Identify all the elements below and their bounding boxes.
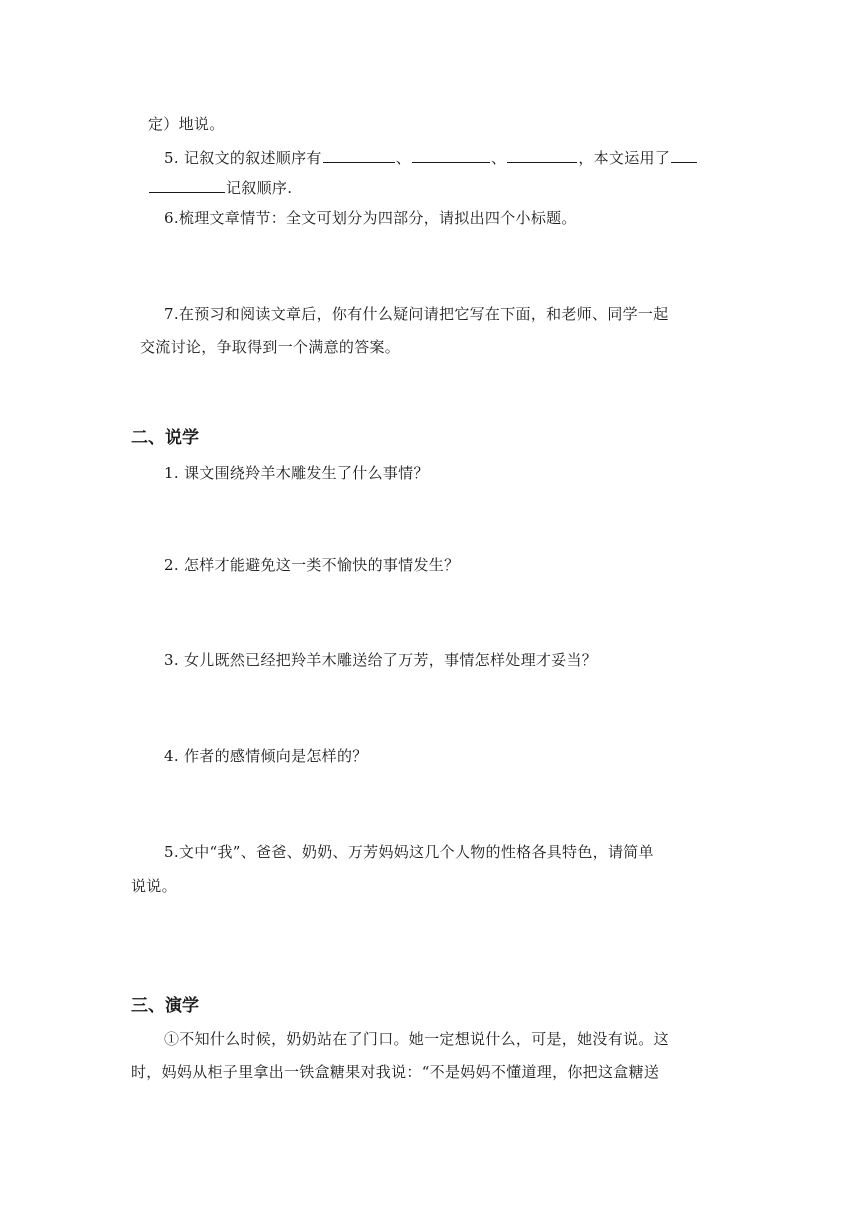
separator: 、: [491, 149, 507, 167]
question-2-3: 3. 女儿既然已经把羚羊木雕送给了万芳，事情怎样处理才妥当？: [164, 651, 598, 669]
question-7-line-2: 交流讨论，争取得到一个满意的答案。: [140, 338, 401, 356]
answer-blank[interactable]: [412, 148, 490, 163]
question-2-1: 1. 课文围绕羚羊木雕发生了什么事情？: [164, 464, 429, 482]
question-5-line-2: [148, 178, 292, 198]
passage-line-2: 时，妈妈从柜子里拿出一铁盒糖果对我说：“不是妈妈不懂道理，你把这盒糖送: [131, 1063, 660, 1081]
question-6: 6.梳理文章情节：全文可划分为四部分，请拟出四个小标题。: [164, 209, 577, 227]
question-2-4: 4. 作者的感情倾向是怎样的？: [164, 747, 368, 765]
answer-blank[interactable]: [671, 148, 697, 163]
section-heading-shuoxue: 二、说学: [131, 428, 199, 448]
question-5-mid: ，本文运用了: [578, 149, 671, 167]
passage-line-1: ①不知什么时候，奶奶站在了门口。她一定想说什么，可是，她没有说。这: [164, 1030, 669, 1048]
answer-blank[interactable]: [149, 178, 225, 193]
question-5-suffix: 记叙顺序.: [226, 179, 293, 197]
question-5-line-1: [164, 148, 698, 168]
question-5-prefix: 5. 记叙文的叙述顺序有: [164, 149, 322, 167]
question-2-5-line-2: 说说。: [131, 877, 177, 895]
question-2-2: 2. 怎样才能避免这一类不愉快的事情发生？: [164, 556, 460, 574]
question-2-5-line-1: 5.文中“我”、爸爸、奶奶、万芳妈妈这几个人物的性格各具特色，请简单: [164, 843, 654, 861]
answer-blank[interactable]: [507, 148, 577, 163]
question-7-line-1: 7.在预习和阅读文章后，你有什么疑问请把它写在下面，和老师、同学一起: [164, 305, 669, 323]
answer-blank[interactable]: [323, 148, 395, 163]
separator: 、: [395, 149, 411, 167]
continued-text-line: 定）地说。: [148, 115, 225, 133]
section-heading-yanxue: 三、演学: [131, 996, 199, 1016]
